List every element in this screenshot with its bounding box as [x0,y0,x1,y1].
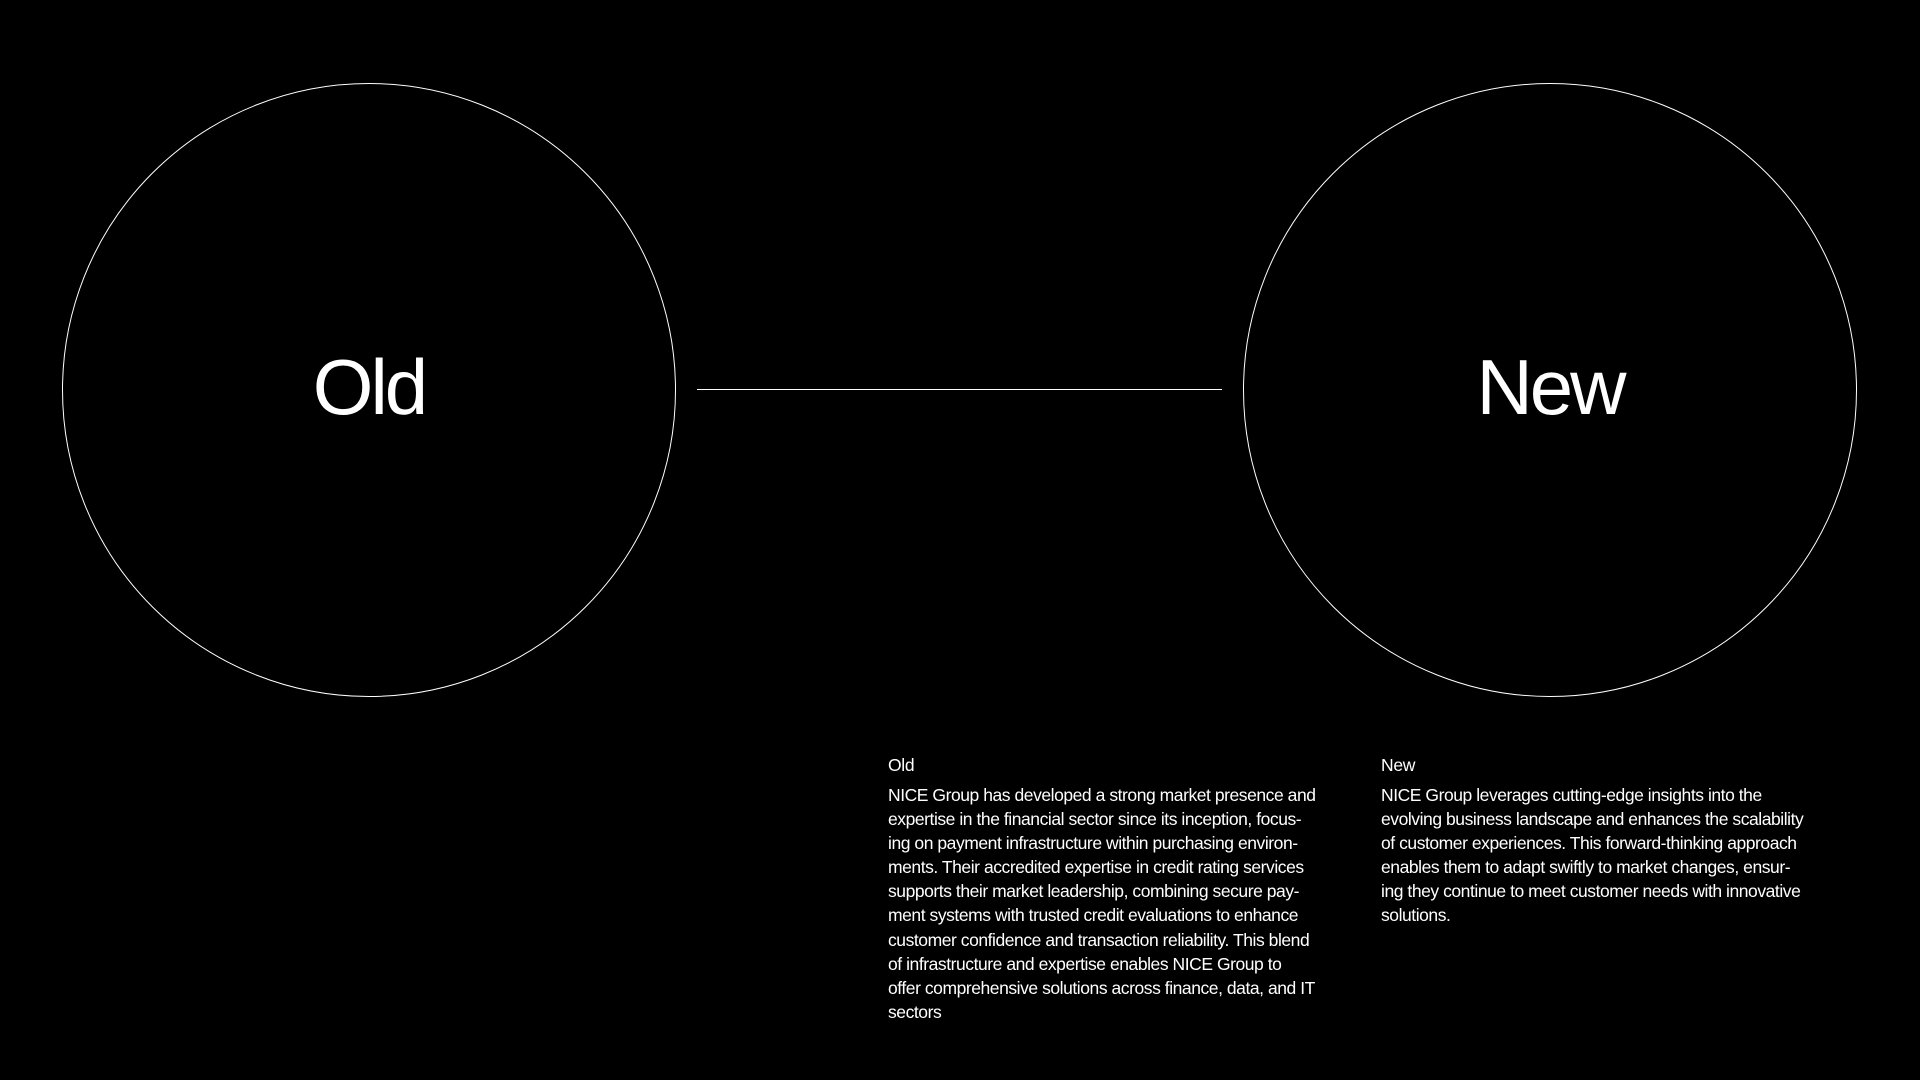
old-description-heading: Old [888,755,915,775]
old-description-line: ing on payment infrastructure within purchasing environ- [888,833,1298,854]
new-description-line: solutions. [1381,905,1451,926]
old-description-block [888,753,1353,1024]
old-description-line: expertise in the financial sector since its inception, focus- [888,809,1302,830]
new-description-line: of customer experiences. This forward-thinking approach [1381,833,1797,854]
old-circle-label: Old [312,343,426,431]
new-circle [1243,83,1857,697]
old-description-line: NICE Group has developed a strong market presence and [888,785,1316,805]
new-description-block [1381,753,1846,928]
new-circle-label: New [1476,343,1624,431]
new-description-heading: New [1381,755,1416,775]
old-description-line: offer comprehensive solutions across finance, data, and IT [888,977,1315,998]
new-description-line: enables them to adapt swiftly to market changes, ensur- [1381,857,1791,878]
connector-line [697,389,1222,390]
new-description-body [1381,783,1846,928]
old-description-line: sectors [888,1001,942,1022]
old-description-line: ment systems with trusted credit evaluations to enhance [888,905,1299,926]
new-description-line: NICE Group leverages cutting-edge insights into the [1381,785,1762,805]
old-description-line: supports their market leadership, combining secure pay- [888,881,1300,902]
old-circle [62,83,676,697]
old-description-line: customer confidence and transaction reliability. This blend [888,929,1310,950]
new-description-line: ing they continue to meet customer needs with innovative [1381,881,1801,902]
old-description-line: of infrastructure and expertise enables NICE Group to [888,953,1282,974]
new-description-line: evolving business landscape and enhances the scalability [1381,809,1804,830]
old-description-body [888,783,1353,1024]
old-description-line: ments. Their accredited expertise in credit rating services [888,857,1304,878]
